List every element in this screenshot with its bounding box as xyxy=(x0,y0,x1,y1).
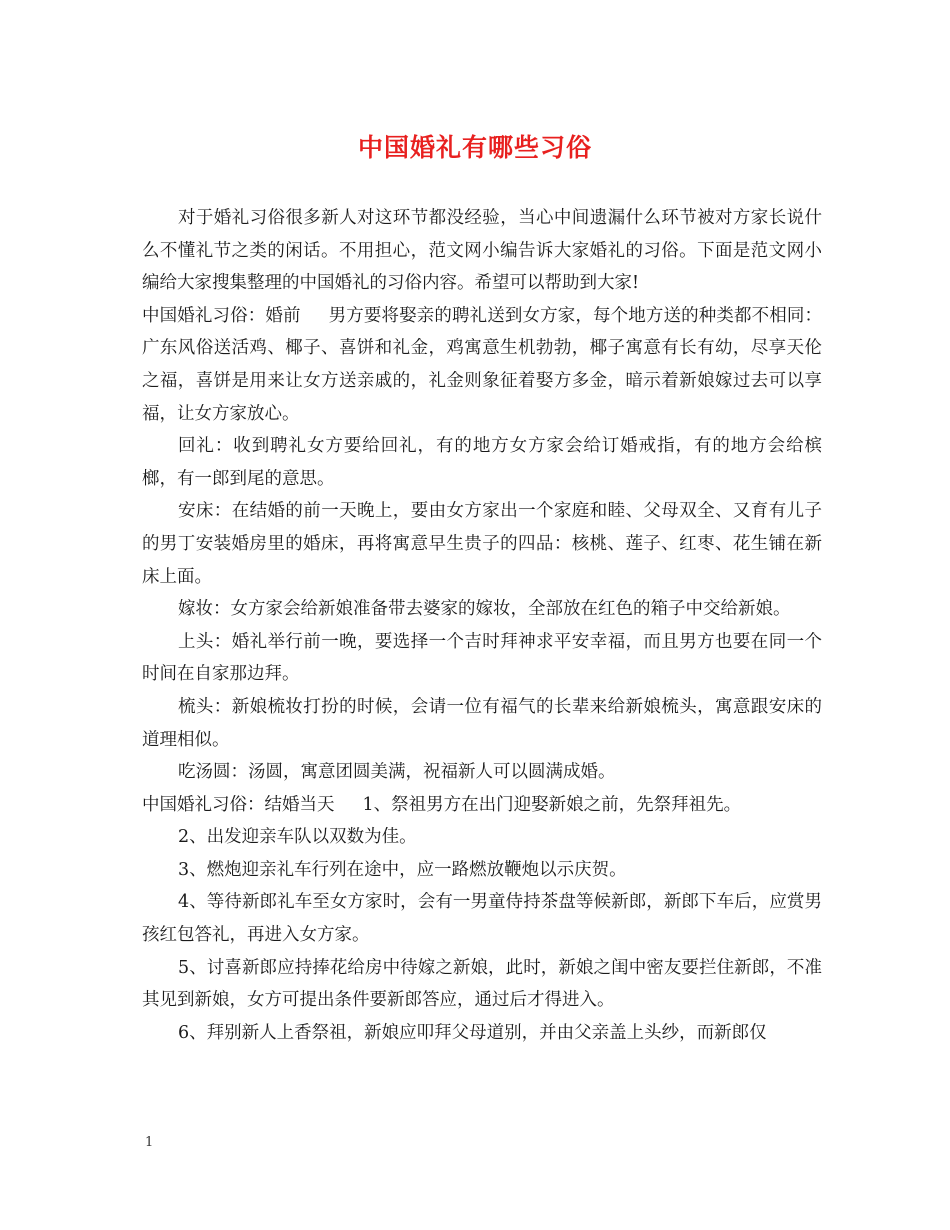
section-premarriage xyxy=(142,300,822,430)
paragraph-step-5: 5、讨喜新郎应持捧花给房中待嫁之新娘，此时，新娘之闺中密友要拦住新郎，不准其见到新娘，女方可提出条件要新郎答应，通过后才得进入。 xyxy=(142,957,822,1011)
document-title: 中国婚礼有哪些习俗 xyxy=(357,133,592,162)
paragraph-step-2: 2、出发迎亲车队以双数为佳。 xyxy=(178,827,417,848)
page-number: 1 xyxy=(145,1135,154,1150)
paragraph-step-3: 3、燃炮迎亲礼车行列在途中，应一路燃放鞭炮以示庆贺。 xyxy=(178,859,627,880)
section-premarriage-text: 男方要将娶亲的聘礼送到女方家，每个地方送的种类都不相同：广东风俗送活鸡、椰子、喜饼和礼金，鸡寓意生机勃勃，椰子寓意有长有幼，尽享天伦之福，喜饼是用来让女方送亲戚的，礼金则象征着娶方多金，暗示着新娘嫁过去可以享福，让女方家放心。 xyxy=(142,305,822,424)
section-wedding-day-text: 1、祭祖男方在出门迎娶新娘之前，先祭拜祖先。 xyxy=(362,794,742,815)
section-wedding-day xyxy=(142,789,822,822)
paragraph-hair-combing: 梳头：新娘梳妆打扮的时候，会请一位有福气的长辈来给新娘梳头，寓意跟安床的道理相似。 xyxy=(142,696,822,750)
paragraph-step-4: 4、等待新郎礼车至女方家时，会有一男童侍持茶盘等候新郎，新郎下车后，应赏男孩红包答礼，再进入女方家。 xyxy=(142,892,822,946)
paragraph-step-6: 6、拜别新人上香祭祖，新娘应叩拜父母道别，并由父亲盖上头纱，而新郎仅 xyxy=(178,1022,767,1043)
document-body xyxy=(142,202,822,1049)
paragraph-dowry: 嫁妆：女方家会给新娘准备带去婆家的嫁妆，全部放在红色的箱子中交给新娘。 xyxy=(178,599,791,620)
section-wedding-day-label: 中国婚礼习俗：结婚当天 xyxy=(142,794,335,815)
intro-paragraph: 对于婚礼习俗很多新人对这环节都没经验，当心中间遗漏什么环节被对方家长说什么不懂礼节之类的闲话。不用担心，范文网小编告诉大家婚礼的习俗。下面是范文网小编给大家搜集整理的中国婚礼的习俗内容。希望可以帮助到大家! xyxy=(142,208,822,294)
paragraph-bed-setting: 安床：在结婚的前一天晚上，要由女方家出一个家庭和睦、父母双全、又育有儿子的男丁安装婚房里的婚床，再将寓意早生贵子的四品：核桃、莲子、红枣、花生铺在新床上面。 xyxy=(142,501,822,587)
section-premarriage-label: 中国婚礼习俗：婚前 xyxy=(142,305,301,326)
paragraph-hair-ceremony: 上头：婚礼举行前一晚，要选择一个吉时拜神求平安幸福，而且男方也要在同一个时间在自家那边拜。 xyxy=(142,631,822,685)
paragraph-return-gift: 回礼：收到聘礼女方要给回礼，有的地方女方家会给订婚戒指，有的地方会给槟榔，有一郎到尾的意思。 xyxy=(142,436,822,489)
paragraph-tangyuan: 吃汤圆：汤圆，寓意团圆美满，祝福新人可以圆满成婚。 xyxy=(178,762,616,783)
